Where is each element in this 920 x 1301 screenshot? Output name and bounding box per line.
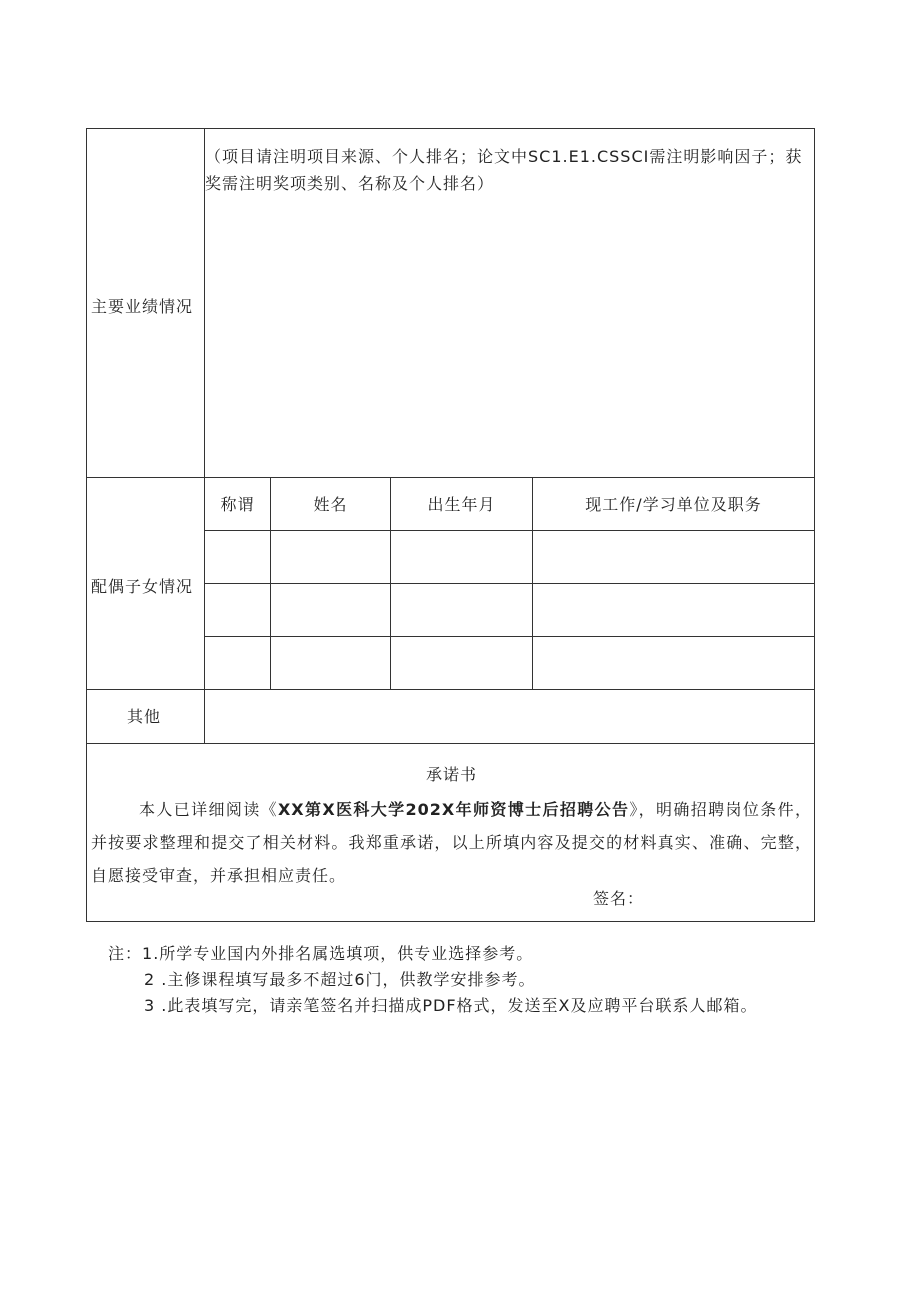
family-row-3-relation[interactable] <box>205 637 270 689</box>
family-row-2-employer[interactable] <box>533 584 814 636</box>
family-row-1-birth[interactable] <box>391 531 532 583</box>
pledge-title: 承诺书 <box>425 765 477 784</box>
family-row-3-birth[interactable] <box>391 637 532 689</box>
family-row-3-employer[interactable] <box>533 637 814 689</box>
family-row-3-name[interactable] <box>271 637 390 689</box>
family-header-name: 姓名 <box>313 495 348 514</box>
notes-section <box>108 941 828 1019</box>
family-row-1-name[interactable] <box>271 531 390 583</box>
application-form-table <box>86 128 815 922</box>
family-row-1-relation[interactable] <box>205 531 270 583</box>
signature-label: 签名： <box>593 889 645 908</box>
signature-area[interactable] <box>647 883 807 915</box>
notes-prefix: 注： <box>108 944 143 963</box>
note-item-1 <box>108 941 828 967</box>
achievements-label: 主要业绩情况 <box>91 297 194 316</box>
pledge-body <box>91 793 812 892</box>
family-header-relation: 称谓 <box>220 495 255 514</box>
pledge-announcement-title: XX第X医科大学202X年师资博士后招聘公告 <box>277 800 630 819</box>
row-divider-achievements <box>87 477 814 478</box>
achievements-input-area[interactable] <box>205 201 814 477</box>
note-item-2: 2 .主修课程填写最多不超过6门，供教学安排参考。 <box>144 970 536 989</box>
pledge-body-suffix: 》，明确招聘岗位条件，并按要求整理和提交了相关材料。我郑重承诺，以上所填内容及提交的材料真实、准确、完整，自愿接受审查，并承担相应责任。 <box>91 800 812 885</box>
achievements-hint: （项目请注明项目来源、个人排名；论文中SC1.E1.CSSCI需注明影响因子；获奖需注明奖项类别、名称及个人排名） <box>205 147 803 193</box>
family-row-2-birth[interactable] <box>391 584 532 636</box>
row-divider-other <box>87 743 814 744</box>
pledge-body-prefix: 本人已详细阅读《 <box>139 800 278 819</box>
note-item-3: 3 .此表填写完，请亲笔签名并扫描成PDF格式，发送至X及应聘平台联系人邮箱。 <box>144 996 758 1015</box>
family-row-2-relation[interactable] <box>205 584 270 636</box>
family-row-2-name[interactable] <box>271 584 390 636</box>
other-label: 其他 <box>127 707 162 726</box>
family-header-birth: 出生年月 <box>427 495 496 514</box>
family-header-employer: 现工作/学习单位及职务 <box>585 495 762 514</box>
other-input[interactable] <box>205 690 814 743</box>
family-row-1-employer[interactable] <box>533 531 814 583</box>
note-text-1: 1.所学专业国内外排名属选填项，供专业选择参考。 <box>142 944 534 963</box>
family-label: 配偶子女情况 <box>91 577 194 596</box>
